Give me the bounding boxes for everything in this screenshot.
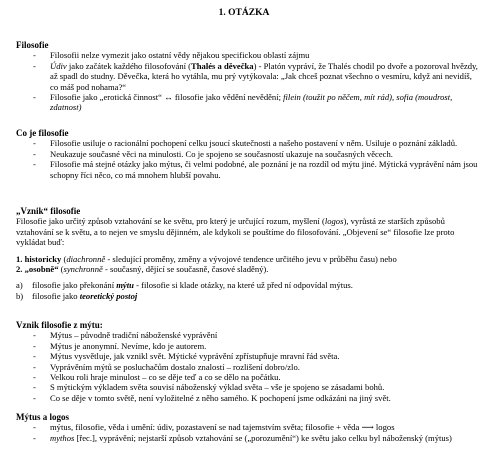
list-item: - Vyprávěním mýtů se posluchačům dostalo znalostí – rozlišení dobro/zlo.	[16, 362, 478, 372]
page-title: 1. OTÁZKA	[218, 8, 270, 18]
list-item: - mythos [řec.], vyprávění; nejstarší způsob vztahování se („porozumění“) ke světu jako celku byl náboženský (mýtus)	[16, 433, 478, 443]
list-item: - Filosofii nelze vymezit jako ostatní vědy nějakou specifickou oblastí zájmu	[16, 50, 478, 60]
list-item: - Velkou roli hraje minulost – co se děje teď a co se dělo na počátku.	[16, 372, 478, 382]
list-item: - Mýtus – původně tradiční náboženské vyprávění	[16, 330, 478, 340]
section-co-je-filosofie	[16, 128, 478, 180]
list-item: - Neukazuje současné věci na minulosti. Co je spojeno se současností ukazuje na současných věcech.	[16, 149, 478, 159]
list-item: - Mýtus je anonymní. Nevíme, kdo je autorem.	[16, 341, 478, 351]
section-heading: Co je filosofie	[16, 128, 69, 138]
section-mytus-a-logos	[16, 412, 478, 443]
paragraph: Filosofie jako určitý způsob vztahování se ke světu, pro který je určující rozum, myšlení (logos), vyrůstá ze starších způsobů vztahování se k světu, a to nejen ve smyslu dějinném, ale kdykoli se pouštíme do filosofování. „Objevení se“ filosofie lze proto vykládat buď:	[16, 216, 455, 248]
list-item: - Co se děje v tomto světě, není vyložitelné z něho samého. K pochopení jsme odkázáni na jiný svět.	[16, 393, 478, 403]
list-item: a) filosofie jako překonání mýtu - filosofie si klade otázky, na které už před ní odpovídal mýtus.	[16, 280, 353, 291]
section-filosofie	[16, 40, 478, 113]
numbered-item: 1. historicky (diachronně - sledující proměny, změny a vývojové tendence určitého jevu v průběhu času) nebo	[16, 253, 397, 264]
numbered-item: 2. „osobně“ (synchronně - současný, dějící se současně, časové sladěný).	[16, 264, 269, 275]
list-item: - Mýtus vysvětluje, jak vznikl svět. Mýtické vyprávění zpřístupňuje mravní řád světa.	[16, 351, 478, 361]
list-item: - S mýtickým výkladem světa souvisí náboženský výklad světa – vše je spojeno se zásadami bohů.	[16, 382, 478, 392]
list-item: - mýtus, filosofie, věda i umění: údiv, pozastavení se nad tajemstvím světa; filosofie + věda ⟶ logos	[16, 422, 478, 432]
section-heading: Filosofie	[16, 40, 49, 50]
list-item: - Filosofie má stejné otázky jako mýtus, či velmi podobné, ale poznání je na rozdíl od mýtu jiné. Mýtická vyprávění nám jsou schopny říci něco, co má mnohem hlubší povahu.	[16, 159, 478, 180]
list-item: b) filosofie jako teoretický postoj	[16, 290, 138, 301]
bullet-list	[16, 422, 478, 443]
list-item: - Filosofie usiluje o racionální pochopení celku jsoucí skutečnosti a našeho postavení v něm. Usiluje o poznání základů.	[16, 138, 478, 148]
section-vznik-filosofie	[16, 206, 478, 301]
section-heading: Vznik filosofie z mýtu:	[16, 320, 103, 330]
section-heading: Mýtus a logos	[16, 412, 70, 422]
lettered-list	[16, 280, 478, 301]
bullet-list	[16, 50, 478, 112]
bullet-list	[16, 330, 478, 403]
list-item: - Údiv jako začátek každého filosofování (Thalés a děvečka) - Platón vypráví, že Thalés chodil po dvoře a pozoroval hvězdy, až spadl do studny. Děvečka, která ho vytáhla, mu prý vytýkovala: „Jak chceš poznat všechno o vesmíru, když ani nevidíš, co máš pod nohama?“	[16, 61, 478, 92]
bullet-list	[16, 138, 478, 180]
section-heading: „Vznik“ filosofie	[16, 206, 81, 216]
list-item: - Filosofie jako „erotická činnost“ ↔ filosofie jako vědění nevědění; filein (toužit po něčem, mít rád), sofia (moudrost, zdatnost)	[16, 92, 478, 113]
section-vznik-z-mytu	[16, 320, 478, 403]
